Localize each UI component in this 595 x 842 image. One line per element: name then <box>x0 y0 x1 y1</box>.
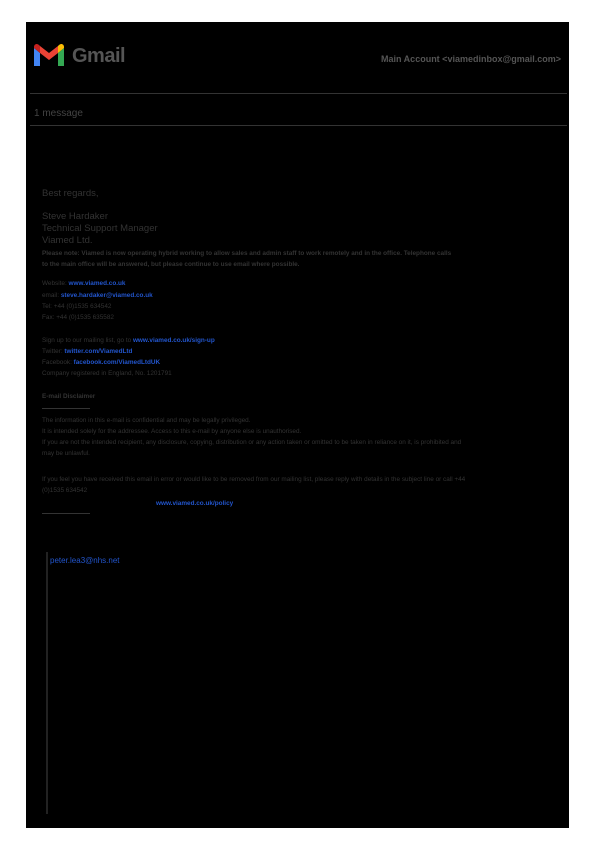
email-label: email: <box>42 292 60 299</box>
note-line-1 <box>42 250 451 257</box>
disclaimer-heading: E-mail Disclaimer <box>42 393 96 400</box>
gmail-logo-icon <box>32 42 66 68</box>
policy-row <box>156 500 233 507</box>
fax-number: Fax: +44 (0)1535 635582 <box>42 314 114 321</box>
phone-number: Tel: +44 (0)1535 634542 <box>42 303 112 310</box>
disclaimer-line-1: The information in this e-mail is confidential and may be legally privileged. <box>42 417 251 424</box>
note-text: Viamed is now operating hybrid working to allow sales and admin staff to work remotely and in the office. Telephone calls <box>79 250 452 257</box>
twitter-row <box>42 348 132 355</box>
policy-link[interactable]: www.viamed.co.uk/policy <box>156 500 234 507</box>
divider <box>30 125 567 126</box>
sender-title: Technical Support Manager <box>42 223 158 234</box>
note-line-2: to the main office will be answered, but please continue to use email where possible. <box>42 261 300 268</box>
website-link[interactable]: www.viamed.co.uk <box>68 280 126 287</box>
divider <box>42 513 90 514</box>
mailing-link[interactable]: www.viamed.co.uk/sign-up <box>132 337 215 344</box>
disclaimer-line-2: It is intended solely for the addressee. Access to this e-mail by anyone else is unauthorised. <box>42 428 302 435</box>
facebook-link[interactable]: facebook.com/ViamedLtdUK <box>73 359 161 366</box>
website-row <box>42 280 125 287</box>
note-label: Please note: <box>42 250 80 257</box>
message-count: 1 message <box>34 108 83 119</box>
disclaimer-line-6: (0)1535 634542 <box>42 487 88 494</box>
mailing-row <box>42 337 215 344</box>
divider <box>42 408 90 409</box>
gmail-header <box>26 22 569 86</box>
website-label: Website: <box>42 280 67 287</box>
email-link[interactable]: steve.hardaker@viamed.co.uk <box>60 292 153 299</box>
twitter-link[interactable]: twitter.com/ViamedLtd <box>64 348 133 355</box>
twitter-label: Twitter: <box>42 348 63 355</box>
quoted-sender-email[interactable]: peter.lea3@nhs.net <box>50 556 120 565</box>
disclaimer-line-5: If you feel you have received this email in error or would like to be removed from our mailing list, please reply with details in the subject line or call +44 <box>42 476 466 483</box>
gmail-wordmark: Gmail <box>72 45 126 67</box>
account-label: Main Account <viamedinbox@gmail.com> <box>381 54 561 64</box>
sender-name: Steve Hardaker <box>42 211 109 222</box>
facebook-row <box>42 359 160 366</box>
disclaimer-line-4: may be unlawful. <box>42 450 90 457</box>
divider <box>30 93 567 94</box>
mailing-text: Sign up to our mailing list, go to <box>42 337 133 344</box>
quote-bar <box>46 552 48 814</box>
email-page <box>26 22 569 828</box>
email-row <box>42 292 153 299</box>
greeting: Best regards, <box>42 188 99 199</box>
facebook-label: Facebook: <box>42 359 72 366</box>
sender-company: Viamed Ltd. <box>42 235 93 246</box>
disclaimer-line-3: If you are not the intended recipient, any disclosure, copying, distribution or any action taken or omitted to be taken in reliance on it, is prohibited and <box>42 439 462 446</box>
company-registration: Company registered in England, No. 1201791 <box>42 370 172 377</box>
